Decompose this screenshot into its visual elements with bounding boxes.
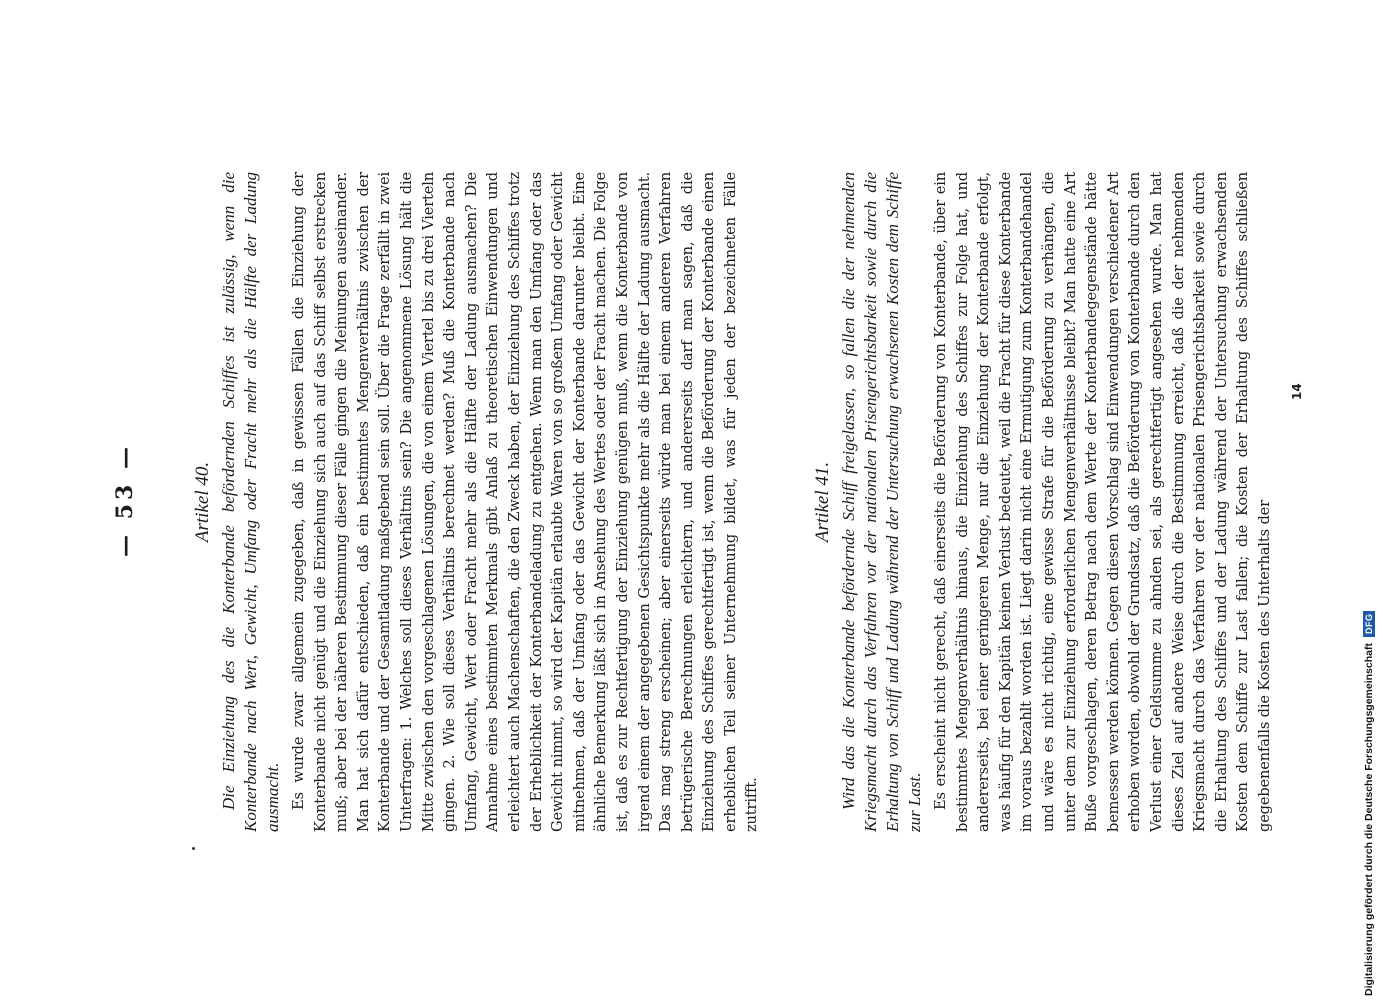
- credit-text: Digitalisierung gefördert durch die Deutsche Forschungsgemeinschaft: [1363, 643, 1375, 996]
- digitization-credit: [1363, 6, 1375, 996]
- article-40-body: Es wurde zwar allgemein zugegeben, daß in gewissen Fällen die Einziehung der Konterbande nicht genügt und die Einziehung sich auch auf das Schiff selbst erstrecken muß; aber bei der näheren Bestimmung dieser Fälle gingen die Meinungen auseinander. Man hat sich dafür entschieden, daß ein bestimmtes Mengenverhältnis zwischen der Konterbande und der Gesamtladung maßgebend sein soll. Über die Frage zerfällt in zwei Unterfragen: 1. Welches soll dieses Verhältnis sein? Die angenommene Lösung hält die Mitte zwischen den vorgeschlagenen Lösungen, die von einem Viertel bis zu drei Vierteln gingen. 2. Wie soll dieses Verhältnis berechnet werden? Muß die Konterbande nach Umfang, Gewicht, Wert oder Fracht mehr als die Hälfte der Ladung ausmachen? Die Annahme eines bestimmten Merkmals gibt Anlaß zu theoretischen Einwendungen und erleichtert auch Machenschaften, die den Zweck haben, der Einziehung des Schiffes trotz der Erheblichkeit der Konterbandeladung zu entgehen. Wenn man den Umfang oder das Gewicht nimmt, so wird der Kapitän erlaubte Waren von so großem Umfang oder Gewicht mitnehmen, daß der Umfang oder das Gewicht der Konterbande darunter bleibt. Eine ähnliche Bemerkung läßt sich in Ansehung des Wertes oder der Fracht machen. Die Folge ist, daß es zur Rechtfertigung der Einziehung genügen muß, wenn die Konterbande von irgend einem der angegebenen Gesichtspunkte mehr als die Hälfte der Ladung ausmacht. Das mag streng erscheinen; aber einerseits würde man bei einem anderen Verfahren betrügerische Berechnungen erleichtern, und andererseits darf man sagen, daß die Einziehung des Schiffes gerechtfertigt ist, wenn die Beförderung der Konterbande einen erheblichen Teil seiner Unternehmung bildet, was für jeden der bezeichneten Fälle zutrifft.: [290, 172, 761, 832]
- article-40-title: Artikel 40.: [192, 461, 213, 543]
- article-41-lead: Wird das die Konterbande befördernde Schiff freigelassen, so fallen die der nehmenden Kriegsmacht durch das Verfahren vor der nationalen Prisengerichtsbarkeit sowie durch die Erhaltung von Schiff und Ladung während der Untersuchung erwachsenen Kosten dem Schiffe zur Last.: [839, 172, 924, 832]
- scanned-page: [40, 0, 1350, 1000]
- article-40-lead: Die Einziehung des die Konterbande befördernden Schiffes ist zulässig, wenn die Konterbande nach Wert, Gewicht, Umfang oder Fracht mehr als die Hälfte der Ladung ausmacht.: [219, 172, 282, 832]
- article-41: [812, 172, 1276, 832]
- article-40: [192, 172, 763, 832]
- article-41-title: Artikel 41.: [812, 461, 833, 543]
- dfg-logo-badge: DFG: [1363, 611, 1375, 638]
- scan-speck: [192, 847, 195, 850]
- page-number: 14: [1290, 383, 1304, 400]
- page-header: — 53 —: [112, 443, 138, 557]
- article-41-body: Es erscheint nicht gerecht, daß einerseits die Beförderung von Konterbande, über ein bestimmtes Mengenverhältnis hinaus, die Einziehung des Schiffes zur Folge hat, und andererseits, bei einer geringeren Menge, nur die Einziehung der Konterbande erfolgt, was häufig für den Kapitän keinen Verlust bedeutet, weil die Fracht für diese Konterbande im voraus bezahlt worden ist. Liegt darin nicht eine Ermutigung zum Konterbandehandel und wäre es nicht richtig, eine gewisse Strafe für die Beförderung zu verhängen, die unter dem zur Einziehung erforderlichen Mengenverhältnisse bleibt? Man hatte eine Art Buße vorgeschlagen, deren Betrag nach dem Werte der Konterbandegegenstände hätte bemessen werden können. Gegen diesen Vorschlag sind Einwendungen verschiedener Art erhoben worden, obwohl der Grundsatz, daß die Beförderung von Konterbande durch den Verlust einer Geldsumme zu ahnden sei, als gerechtfertigt angesehen wurde. Man hat dieses Ziel auf andere Weise durch die Bestimmung erreicht, daß die der nehmenden Kriegsmacht durch das Verfahren vor der nationalen Prisengerichtsbarkeit sowie durch die Erhaltung des Schiffes und der Ladung während der Untersuchung erwachsenden Kosten dem Schiffe zur Last fallen; die Kosten der Erhaltung des Schiffes schließen gegebenenfalls die Kosten des Unterhalts der: [932, 172, 1273, 832]
